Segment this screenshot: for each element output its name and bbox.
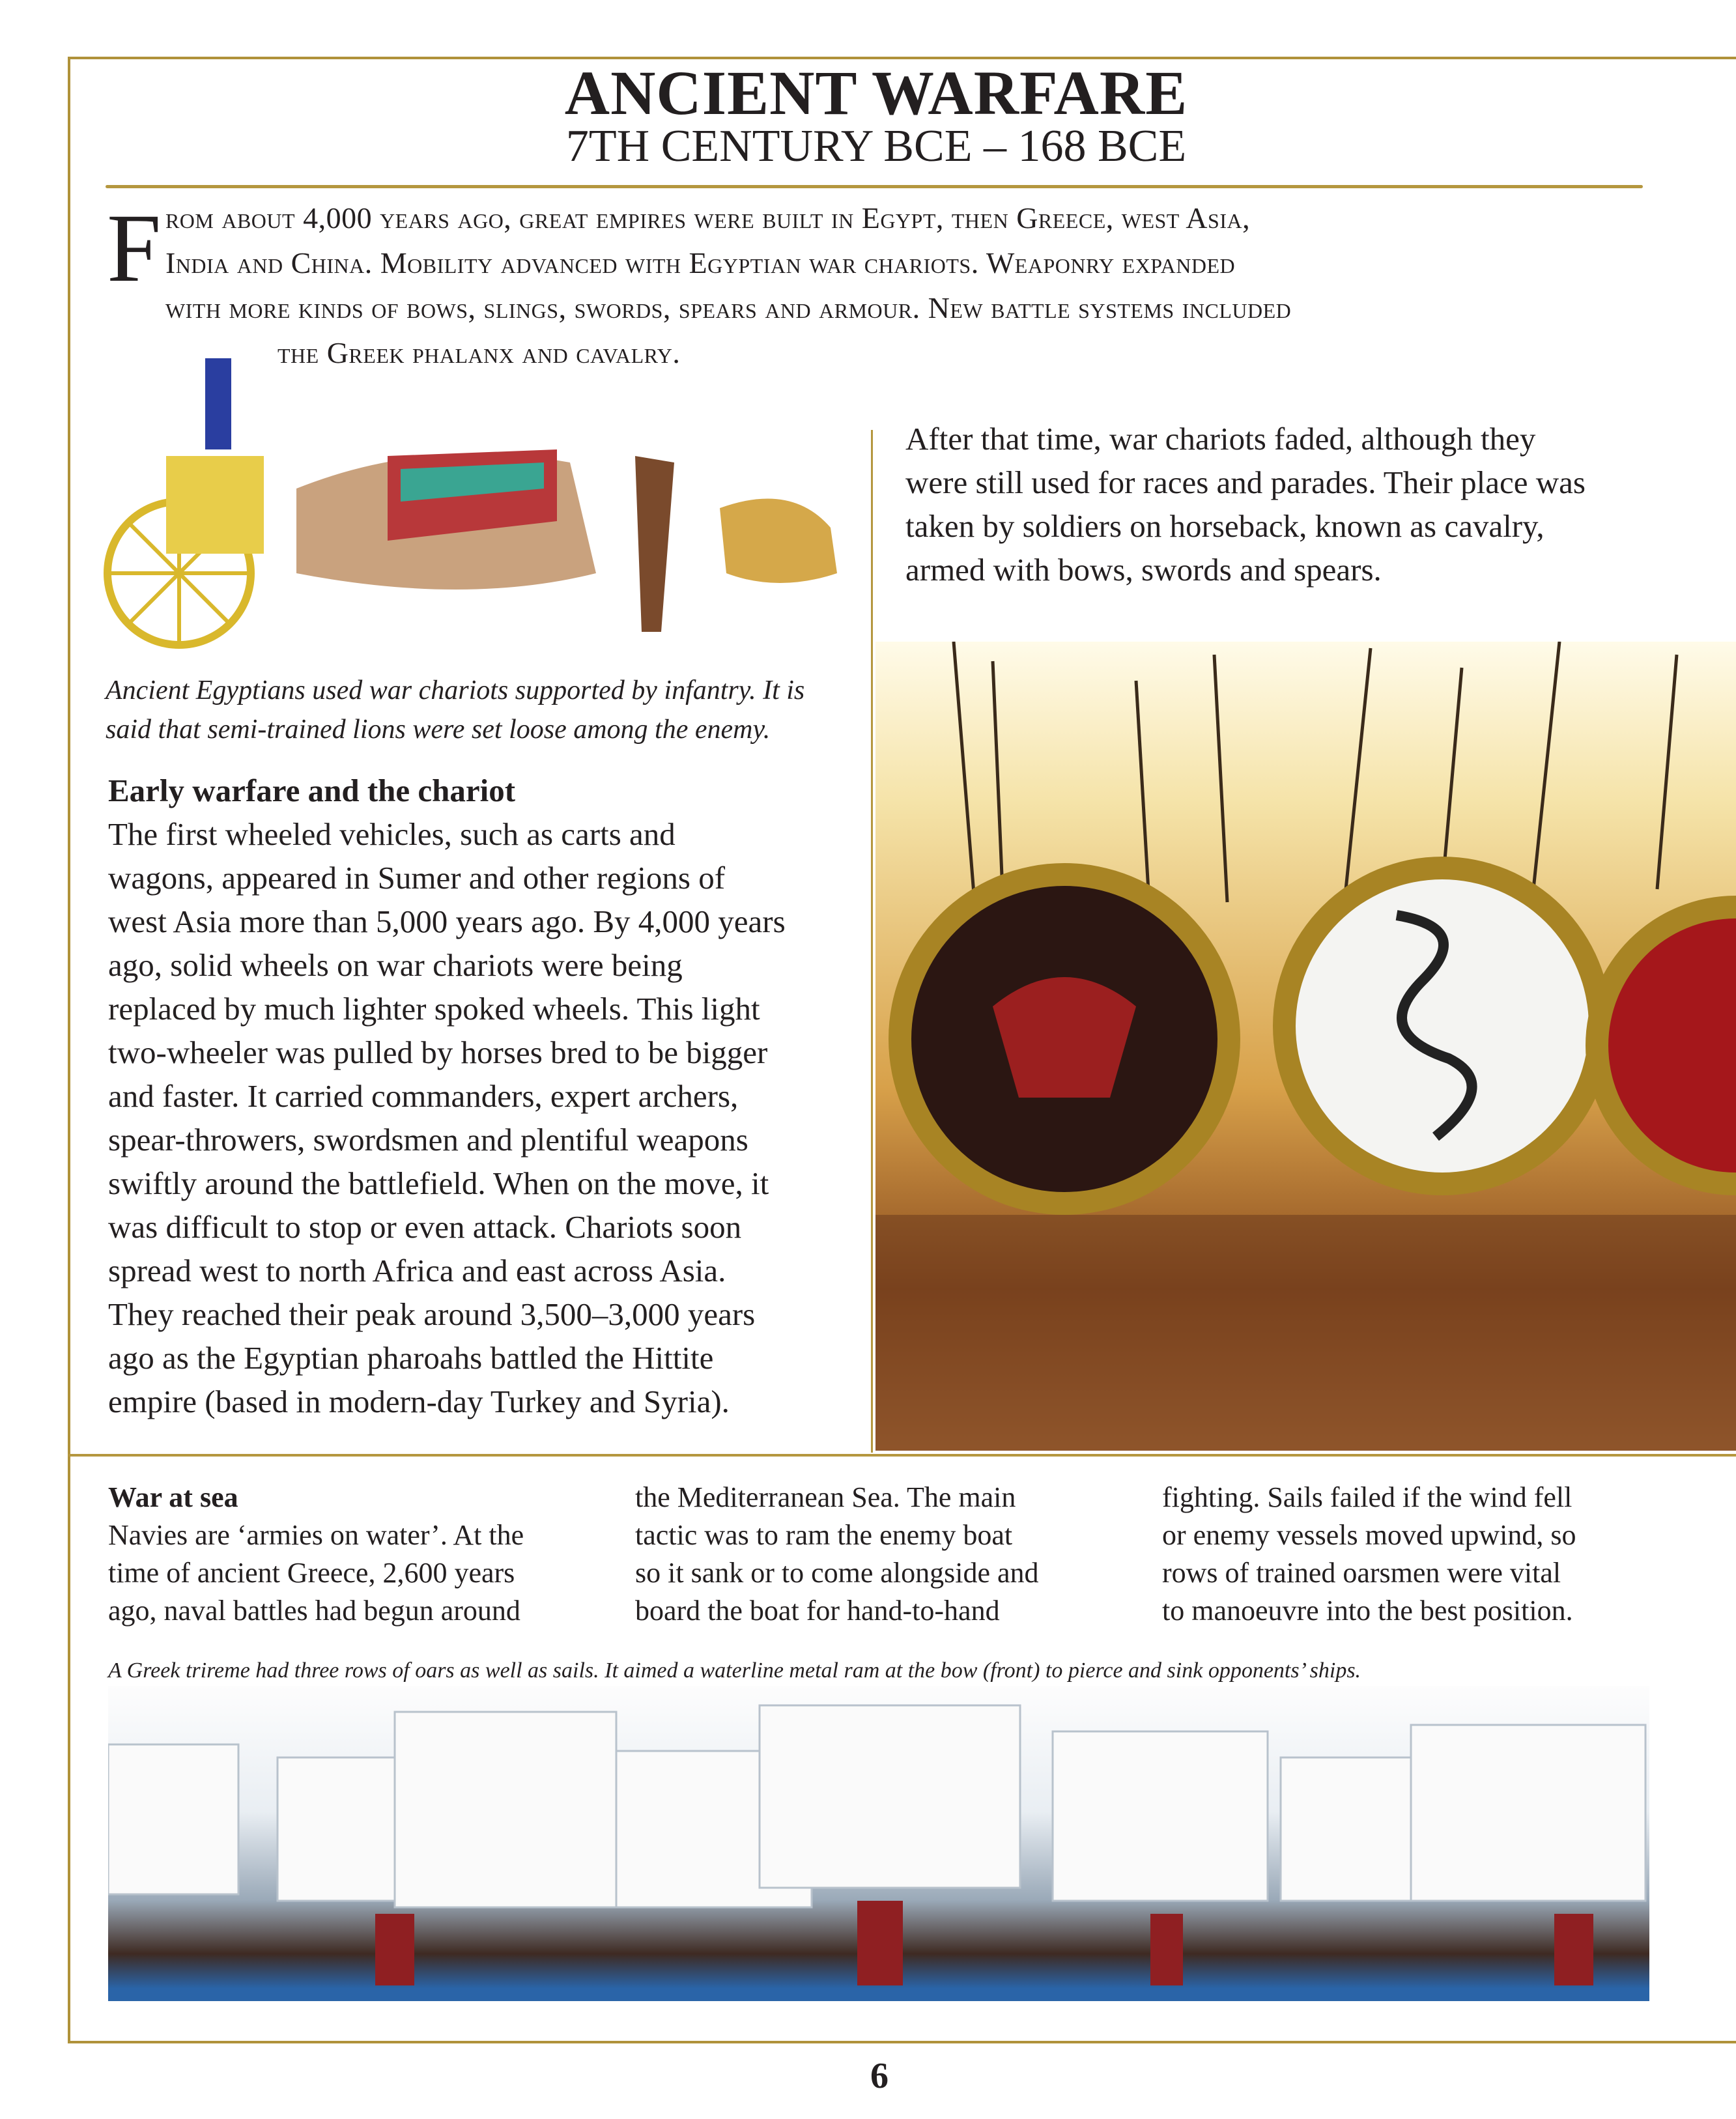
text-line: spread west to north Africa and east across Asia. xyxy=(108,1253,726,1288)
phalanx-illustration xyxy=(875,642,1736,1451)
section-heading: Early warfare and the chariot xyxy=(108,773,516,808)
text-line: They reached their peak around 3,500–3,000 years xyxy=(108,1296,756,1332)
sea-line: Navies are ‘armies on water’. At the xyxy=(108,1519,524,1551)
text-line: wagons, appeared in Sumer and other regions of xyxy=(108,860,726,896)
sea-line: to manoeuvre into the best position. xyxy=(1162,1595,1573,1627)
text-line: was difficult to stop or even attack. Chariots soon xyxy=(108,1209,742,1245)
trireme-illustration xyxy=(108,1686,1649,2001)
text-line: spear-throwers, swordsmen and plentiful weapons xyxy=(108,1122,748,1158)
page-title: ANCIENT WARFARE xyxy=(564,58,1188,128)
sea-line: board the boat for hand-to-hand xyxy=(635,1595,1000,1627)
text-line: were still used for races and parades. Their place was xyxy=(905,464,1586,500)
intro-line: with more kinds of bows, slings, swords, spears and armour. New battle systems included xyxy=(165,291,1292,324)
text-line: taken by soldiers on horseback, known as cavalry, xyxy=(905,508,1544,544)
column-divider xyxy=(871,430,873,1453)
text-line: swiftly around the battlefield. When on the move, it xyxy=(108,1165,769,1201)
sea-line: so it sank or to come alongside and xyxy=(635,1557,1039,1589)
text-line: two-wheeler was pulled by horses bred to be bigger xyxy=(108,1034,768,1070)
text-line: west Asia more than 5,000 years ago. By 4,000 years xyxy=(108,903,786,939)
cavalry-paragraph xyxy=(905,417,1720,591)
title-divider xyxy=(106,185,1643,188)
chariot-illustration xyxy=(101,358,851,655)
page-subtitle: 7TH CENTURY BCE – 168 BCE xyxy=(565,121,1187,171)
intro-line: India and China. Mobility advanced with Egyptian war chariots. Weaponry expanded xyxy=(165,246,1236,279)
sea-line: fighting. Sails failed if the wind fell xyxy=(1162,1481,1572,1513)
text-line: The first wheeled vehicles, such as carts and xyxy=(108,816,676,852)
text-line: ago as the Egyptian pharoahs battled the Hittite xyxy=(108,1340,714,1376)
text-line: After that time, war chariots faded, although they xyxy=(905,421,1536,457)
text-line: replaced by much lighter spoked wheels. This light xyxy=(108,991,760,1027)
sea-line: ago, naval battles had begun around xyxy=(108,1595,520,1627)
section-body xyxy=(108,812,864,1423)
ships-caption: A Greek trireme had three rows of oars as well as sails. It aimed a waterline metal ram at the bow (front) to pierce and sink opponents’ ships. xyxy=(108,1658,1361,1683)
chariot-caption xyxy=(106,671,861,749)
text-line: empire (based in modern-day Turkey and Syria). xyxy=(108,1384,730,1419)
sea-column-1 xyxy=(108,1479,603,1630)
text-line: armed with bows, swords and spears. xyxy=(905,552,1382,588)
sea-heading: War at sea xyxy=(108,1481,238,1513)
sea-line: time of ancient Greece, 2,600 years xyxy=(108,1557,515,1589)
sea-line: tactic was to ram the enemy boat xyxy=(635,1519,1013,1551)
text-line: ago, solid wheels on war chariots were being xyxy=(108,947,683,983)
intro-line: the Greek phalanx and cavalry. xyxy=(277,336,681,369)
intro-line: rom about 4,000 years ago, great empires were built in Egypt, then Greece, west Asia, xyxy=(165,201,1251,235)
intro-paragraph xyxy=(107,195,1644,375)
section-divider xyxy=(68,1454,1736,1457)
sea-column-3 xyxy=(1162,1479,1696,1630)
sea-line: the Mediterranean Sea. The main xyxy=(635,1481,1016,1513)
page-number: 6 xyxy=(870,2056,889,2096)
text-line: and faster. It carried commanders, expert archers, xyxy=(108,1078,739,1114)
sea-line: rows of trained oarsmen were vital xyxy=(1162,1557,1561,1589)
caption-line: said that semi-trained lions were set loose among the enemy. xyxy=(106,715,771,745)
sea-column-2 xyxy=(635,1479,1143,1630)
caption-line: Ancient Egyptians used war chariots supported by infantry. It is xyxy=(106,676,805,705)
sea-line: or enemy vessels moved upwind, so xyxy=(1162,1519,1576,1551)
chariot-section xyxy=(108,769,864,1423)
drop-cap: F xyxy=(107,194,162,302)
